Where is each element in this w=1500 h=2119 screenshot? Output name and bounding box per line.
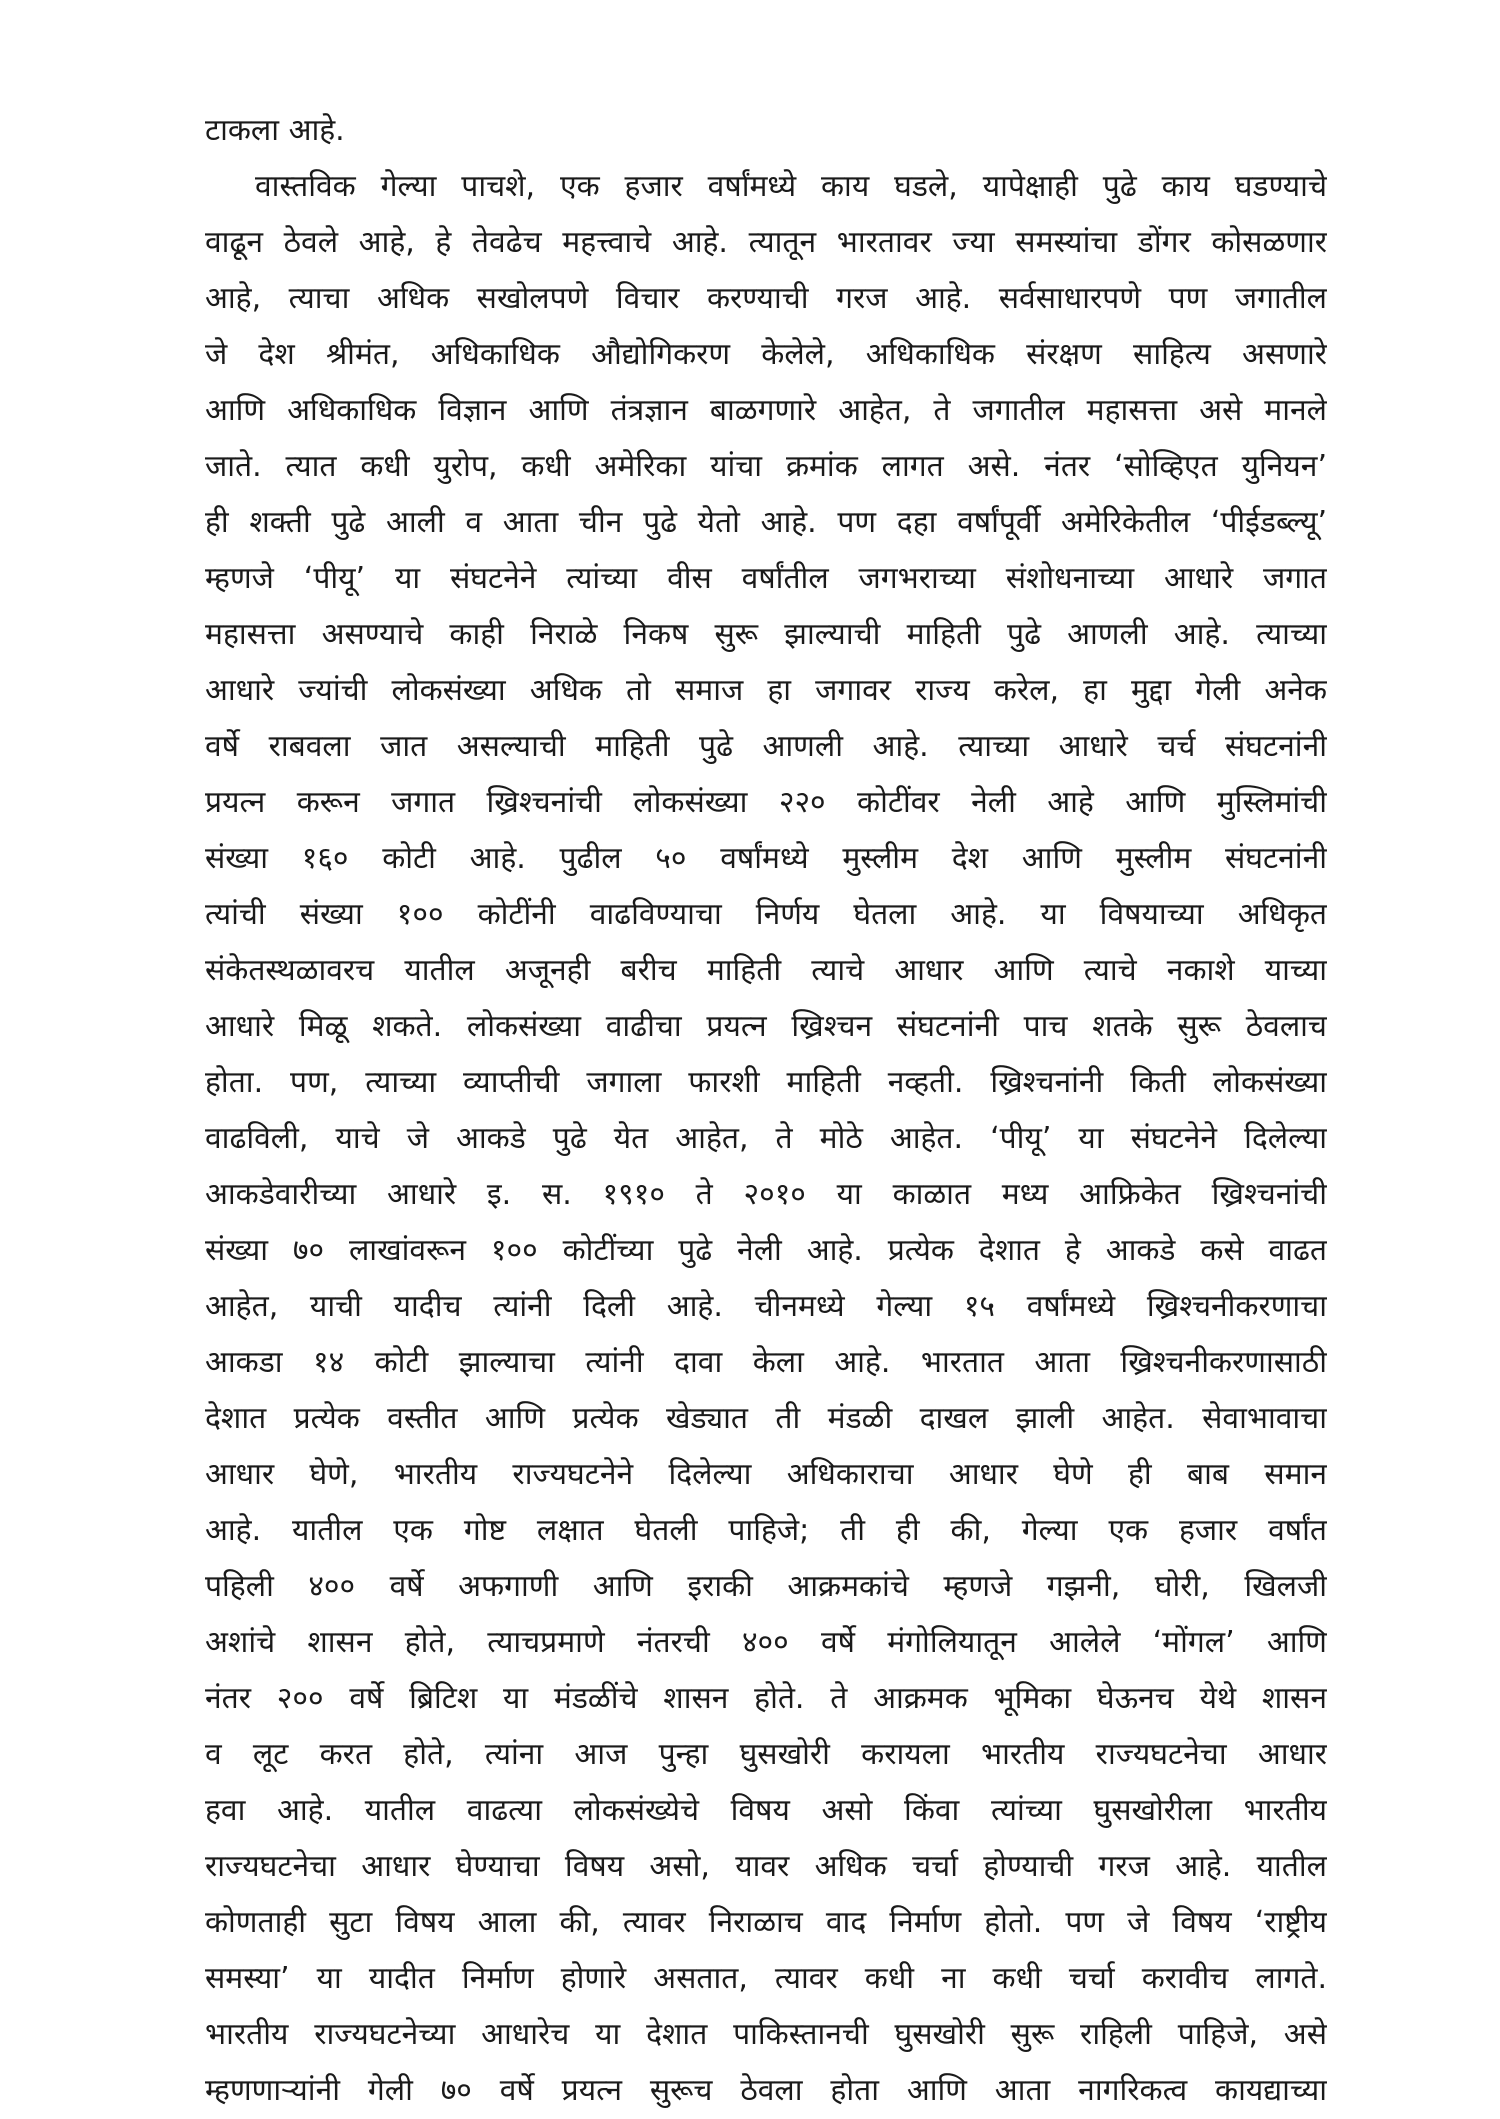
text-line: आकडा १४ कोटी झाल्याचा त्यांनी दावा केला आहे. भारतात आता ख्रिश्चनीकरणासाठी — [205, 1345, 1327, 1380]
text-line: जाते. त्यात कधी युरोप, कधी अमेरिका यांचा क्रमांक लागत असे. नंतर ‘सोव्हिएत युनियन’ — [205, 449, 1327, 484]
text-line: देशात प्रत्येक वस्तीत आणि प्रत्येक खेड्यात ती मंडळी दाखल झाली आहेत. सेवाभावाचा — [205, 1401, 1327, 1436]
text-line: संख्या १६० कोटी आहे. पुढील ५० वर्षांमध्ये मुस्लीम देश आणि मुस्लीम संघटनांनी — [205, 841, 1327, 876]
text-line: समस्या’ या यादीत निर्माण होणारे असतात, त्यावर कधी ना कधी चर्चा करावीच लागते. — [205, 1961, 1327, 1996]
text-line: कोणताही सुटा विषय आला की, त्यावर निराळाच वाद निर्माण होतो. पण जे विषय ‘राष्ट्रीय — [205, 1905, 1327, 1940]
text-line: हवा आहे. यातील वाढत्या लोकसंख्येचे विषय असो किंवा त्यांच्या घुसखोरीला भारतीय — [205, 1793, 1327, 1828]
text-line: नंतर २०० वर्षे ब्रिटिश या मंडळींचे शासन होते. ते आक्रमक भूमिका घेऊनच येथे शासन — [205, 1681, 1327, 1716]
text-line: भारतीय राज्यघटनेच्या आधारेच या देशात पाकिस्तानची घुसखोरी सुरू राहिली पाहिजे, असे — [205, 2017, 1327, 2052]
text-line: वाढून ठेवले आहे, हे तेवढेच महत्त्वाचे आहे. त्यातून भारतावर ज्या समस्यांचा डोंगर कोसळणार — [205, 225, 1327, 260]
text-line: आहेत, याची यादीच त्यांनी दिली आहे. चीनमध्ये गेल्या १५ वर्षांमध्ये ख्रिश्चनीकरणाचा — [205, 1289, 1327, 1324]
text-line: महासत्ता असण्याचे काही निराळे निकष सुरू झाल्याची माहिती पुढे आणली आहे. त्याच्या — [205, 617, 1327, 652]
text-line: अशांचे शासन होते, त्याचप्रमाणे नंतरची ४०० वर्षे मंगोलियातून आलेले ‘मोंगल’ आणि — [205, 1625, 1327, 1660]
text-line: आधारे मिळू शकते. लोकसंख्या वाढीचा प्रयत्न ख्रिश्चन संघटनांनी पाच शतके सुरू ठेवलाच — [205, 1009, 1327, 1044]
text-line: व लूट करत होते, त्यांना आज पुन्हा घुसखोरी करायला भारतीय राज्यघटनेचा आधार — [205, 1737, 1327, 1772]
text-line: संख्या ७० लाखांवरून १०० कोटींच्या पुढे नेली आहे. प्रत्येक देशात हे आकडे कसे वाढत — [205, 1233, 1327, 1268]
text-line: ही शक्ती पुढे आली व आता चीन पुढे येतो आहे. पण दहा वर्षांपूर्वी अमेरिकेतील ‘पीईडब्ल्यू’ — [205, 505, 1327, 540]
text-line: म्हणजे ‘पीयू’ या संघटनेने त्यांच्या वीस वर्षांतील जगभराच्या संशोधनाच्या आधारे जगात — [205, 561, 1327, 596]
text-line: टाकला आहे. — [205, 113, 345, 148]
text-line: आधारे ज्यांची लोकसंख्या अधिक तो समाज हा जगावर राज्य करेल, हा मुद्दा गेली अनेक — [205, 673, 1327, 708]
text-line: आधार घेणे, भारतीय राज्यघटनेने दिलेल्या अधिकाराचा आधार घेणे ही बाब समान — [205, 1457, 1327, 1492]
text-line: आहे. यातील एक गोष्ट लक्षात घेतली पाहिजे; ती ही की, गेल्या एक हजार वर्षांत — [205, 1513, 1327, 1548]
text-line: होता. पण, त्याच्या व्याप्तीची जगाला फारशी माहिती नव्हती. ख्रिश्चनांनी किती लोकसंख्या — [205, 1065, 1327, 1100]
paragraph-start-line: वास्तविक गेल्या पाचशे, एक हजार वर्षांमध्ये काय घडले, यापेक्षाही पुढे काय घडण्याचे — [255, 169, 1327, 204]
text-line: वर्षे राबवला जात असल्याची माहिती पुढे आणली आहे. त्याच्या आधारे चर्च संघटनांनी — [205, 729, 1327, 764]
text-line: म्हणणाऱ्यांनी गेली ७० वर्षे प्रयत्न सुरूच ठेवला होता आणि आता नागरिकत्व कायद्याच्या — [205, 2073, 1327, 2108]
text-line: जे देश श्रीमंत, अधिकाधिक औद्योगिकरण केलेले, अधिकाधिक संरक्षण साहित्य असणारे — [205, 337, 1327, 372]
text-line: राज्यघटनेचा आधार घेण्याचा विषय असो, यावर अधिक चर्चा होण्याची गरज आहे. यातील — [205, 1849, 1327, 1884]
text-line: संकेतस्थळावरच यातील अजूनही बरीच माहिती त्याचे आधार आणि त्याचे नकाशे याच्या — [205, 953, 1327, 988]
text-line: आणि अधिकाधिक विज्ञान आणि तंत्रज्ञान बाळगणारे आहेत, ते जगातील महासत्ता असे मानले — [205, 393, 1327, 428]
text-line: प्रयत्न करून जगात ख्रिश्चनांची लोकसंख्या २२० कोटींवर नेली आहे आणि मुस्लिमांची — [205, 785, 1327, 820]
text-line: पहिली ४०० वर्षे अफगाणी आणि इराकी आक्रमकांचे म्हणजे गझनी, घोरी, खिलजी — [205, 1569, 1327, 1604]
text-line: वाढविली, याचे जे आकडे पुढे येत आहेत, ते मोठे आहेत. ‘पीयू’ या संघटनेने दिलेल्या — [205, 1121, 1327, 1156]
text-line: आकडेवारीच्या आधारे इ. स. १९१० ते २०१० या काळात मध्य आफ्रिकेत ख्रिश्चनांची — [205, 1177, 1327, 1212]
text-line: आहे, त्याचा अधिक सखोलपणे विचार करण्याची गरज आहे. सर्वसाधारपणे पण जगातील — [205, 281, 1327, 316]
text-line: त्यांची संख्या १०० कोटींनी वाढविण्याचा निर्णय घेतला आहे. या विषयाच्या अधिकृत — [205, 897, 1327, 932]
body-text — [205, 103, 1327, 2119]
